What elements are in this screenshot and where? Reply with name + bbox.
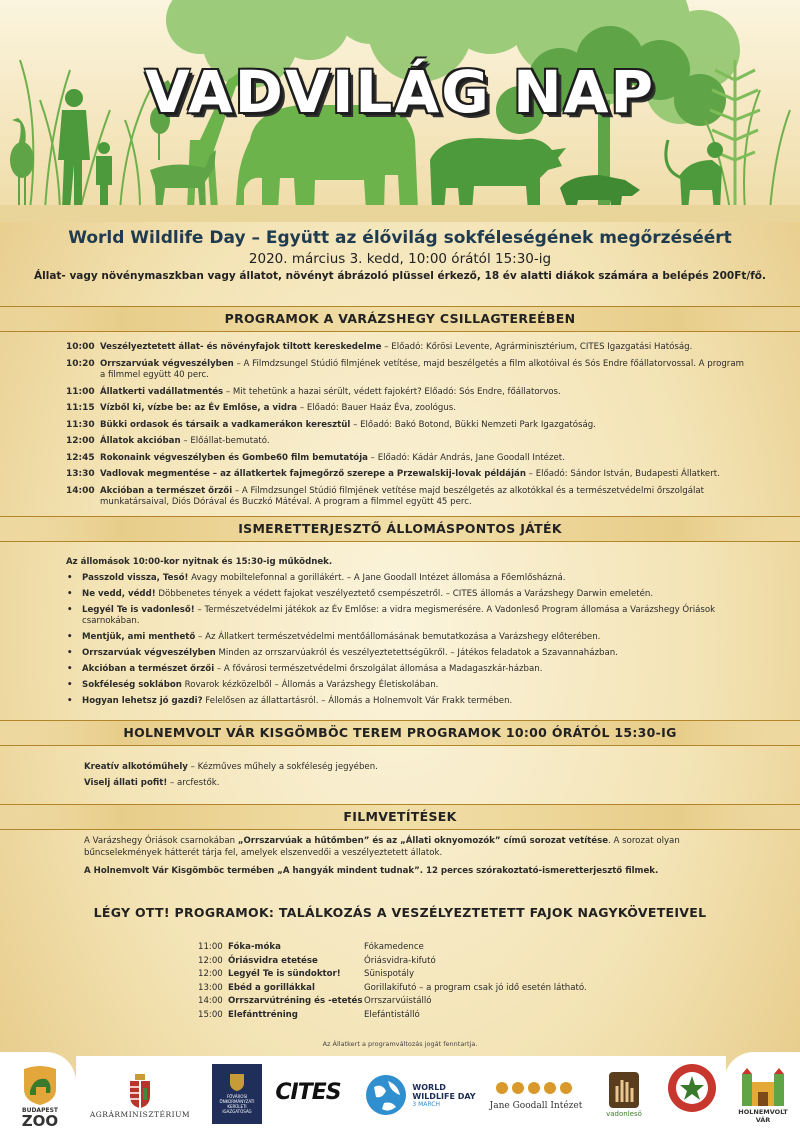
schedule-row [66, 403, 746, 415]
station-title: Ne vedd, védd! [82, 588, 156, 599]
ott-name: Ebéd a gorillákkal [228, 982, 315, 993]
film-title: A Holnemvolt Vár Kisgömböc termében „A hangyák mindent tudnak”. 12 perces szórakoztató-ismeretterjesztő filmek. [84, 866, 659, 876]
section-header-csillagter: PROGRAMOK A VARÁZSHEGY CSILLAGTEREÉBEN [0, 306, 800, 332]
schedule-title: Orrszarvúak végveszélyben [100, 358, 234, 369]
list-item [66, 664, 756, 676]
ott-name: Fóka-móka [228, 942, 281, 952]
station-title: Mentjük, ami menthető [82, 632, 196, 642]
schedule-time: 10:20 [66, 358, 95, 369]
station-title: Passzold vissza, Tesó! [82, 572, 189, 583]
station-detail: Rovarok kézközelből – Állomás a Varázshegy Életiskolában. [181, 680, 439, 690]
ott-name: Elefánttréning [228, 1009, 298, 1020]
station-list [66, 557, 756, 712]
csillagter-schedule [66, 342, 746, 514]
schedule-title: Állatkerti vadállatmentés [100, 386, 224, 397]
wwd-text [412, 1083, 475, 1108]
film-title: „Orrszarvúak a hűtőmben” és az „Állati oknyomozók” című sorozat vetítése [237, 836, 609, 846]
coat-of-arms-icon [129, 1074, 151, 1108]
schedule-detail: – Előadó: Kőrösi Levente, Agrárminisztérium, CITES Igazgatási Hatóság. [381, 342, 693, 352]
ott-time: 11:00 [198, 942, 223, 952]
section-header-holnemvolt: HOLNEMVOLT VÁR KISGÖMBÖC TEREM PROGRAMOK 10:00 ÓRÁTÓL 15:30-IG [0, 720, 800, 746]
cites-logo [275, 1070, 341, 1114]
list-item [66, 696, 756, 708]
agrarminiszterium-logo [90, 1060, 190, 1132]
badge-icon [667, 1063, 717, 1113]
station-title: Legyél Te is vadonleső! [82, 604, 195, 615]
animals-row-icon [494, 1079, 578, 1097]
table-row [198, 968, 658, 982]
wwd-line-3: 3 MARCH [412, 1100, 440, 1108]
list-item [66, 632, 756, 644]
ott-time: 15:00 [198, 1009, 223, 1020]
film-paragraph [84, 836, 704, 859]
schedule-time: 14:00 [66, 485, 95, 496]
schedule-title: Vadlovak megmentése – az állatkertek fajmegőrző szerepe a Przewalskij-lovak példáján [100, 469, 526, 479]
jane-goodall-logo [486, 1062, 586, 1128]
station-title: Sokféleség soklábon [82, 680, 182, 690]
station-title: Akcióban a természet őrzői [82, 664, 215, 674]
schedule-detail: – Előadó: Bakó Botond, Bükki Nemzeti Park Igazgatóság. [350, 419, 596, 430]
crest-icon [227, 1072, 247, 1092]
program-title: Kreatív alkotóműhely [84, 762, 188, 772]
film-text: . A sorozat olyan bűncselekmények hátterét tárja fel, amelyek elszenvedői a veszélyeztetett állatok. [84, 836, 680, 858]
vadonleso-label: vadonlesö [606, 1110, 642, 1118]
schedule-title: Rokonaink végveszélyben és Gombe60 film bemutatója [100, 452, 368, 463]
zoo-logo-top: BUDAPEST [22, 1106, 58, 1114]
table-row [198, 995, 658, 1009]
event-subtitle: World Wildlife Day – Együtt az élővilág sokféleségének megőrzéséért [68, 228, 732, 248]
sponsor-footer [0, 1052, 800, 1137]
ott-place: Fókamedence [364, 942, 424, 952]
ott-time: 12:00 [198, 955, 223, 966]
ott-place: Orrszarvúistálló [364, 996, 432, 1006]
section-header-jatek: ISMERETTERJESZTŐ ÁLLOMÁSPONTOS JÁTÉK [0, 516, 800, 542]
schedule-title: Akcióban a természet őrzői [100, 485, 233, 496]
station-detail: Felelősen az állattartásról. – Állomás a Holnemvolt Vár Frakk termében. [202, 696, 513, 706]
schedule-title: Bükki ordasok és társaik a vadkamerákon keresztül [100, 419, 351, 430]
ott-place: Gorillakifutó – a program csak jó idő esetén látható. [364, 982, 587, 993]
film-text: A Varázshegy Óriások csarnokában [84, 836, 238, 846]
station-detail: – Természetvédelmi játékok az Év Emlőse: a vidra megismerésére. A Vadonleső Program állomása a Varázshegy Óriások csarnokában. [82, 604, 716, 626]
budapest-zoo-logo [10, 1060, 70, 1132]
schedule-time: 13:30 [66, 469, 95, 479]
list-item [66, 605, 756, 628]
schedule-row [66, 359, 746, 382]
ott-time: 12:00 [198, 969, 223, 979]
page-title: VADVILÁG NAP [144, 58, 656, 126]
ott-time: 13:00 [198, 982, 223, 993]
schedule-title: Állatok akcióban [100, 436, 181, 446]
wwd-line-1: WORLD [412, 1082, 446, 1092]
ott-name: Legyél Te is sündoktor! [228, 969, 341, 979]
station-detail: Avagy mobiltelefonnal a gorillákért. – A Jane Goodall Intézet állomása a Főemlősházná. [188, 572, 566, 583]
holnemvolt-list [84, 762, 744, 793]
ott-time: 14:00 [198, 996, 223, 1006]
wwd-line-2: WILDLIFE DAY [412, 1091, 476, 1101]
program-title: Viselj állati pofit! [84, 777, 168, 788]
schedule-time: 10:00 [66, 342, 95, 352]
list-item [84, 762, 744, 774]
station-intro: Az állomások 10:00-kor nyitnak és 15:30-ig működnek. [66, 557, 333, 567]
ott-place: Sünispotály [364, 969, 415, 979]
header-illustration [0, 0, 800, 222]
section-header-legy-ott: LÉGY OTT! PROGRAMOK: TALÁLKOZÁS A VESZÉLYEZTETETT FAJOK NAGYKÖVETEIVEL [93, 905, 707, 920]
station-detail: Minden az orrszarvúakról és veszélyeztetettségükről. – Játékos feladatok a Szavannaházban. [215, 648, 618, 658]
schedule-time: 11:00 [66, 386, 95, 397]
schedule-title: Vízből ki, vízbe be: az Év Emlőse, a vidra [100, 403, 298, 413]
fovaros-label: FŐVÁROSI ÖNKORMÁNYZATI KERÜLETI IGAZGATÓSÁG [219, 1094, 255, 1114]
table-row [198, 1009, 658, 1023]
schedule-detail: – A Filmdzsungel Stúdió filmjének vetítése, majd beszélgetés a film alkotóival és Sós Endre főállatorvossal. A program a filmmel együtt 40 perc. [100, 358, 744, 380]
holnemvolt-var-logo [730, 1058, 796, 1134]
station-title: Orrszarvúak végveszélyben [82, 648, 216, 658]
schedule-detail: – Mit tehetünk a hazai sérült, védett fajokért? Előadó: Sós Endre, főállatorvos. [223, 386, 561, 397]
ranger-badge-logo [664, 1060, 720, 1116]
schedule-row [66, 420, 746, 432]
station-detail: – A fővárosi természetvédelmi őrszolgálat állomása a Madagaszkár-házban. [214, 664, 543, 674]
schedule-time: 12:45 [66, 452, 95, 463]
station-title: Hogyan lehetsz jó gazdi? [82, 696, 203, 706]
zoo-shield-icon [20, 1065, 60, 1105]
schedule-row [66, 469, 746, 481]
ott-name: Óriásvidra etetése [228, 955, 318, 966]
schedule-detail: – Előadó: Kádár András, Jane Goodall Intézet. [367, 452, 565, 463]
globe-icon [364, 1073, 408, 1117]
cites-label: CITES [275, 1079, 341, 1105]
schedule-row [66, 342, 746, 354]
schedule-detail: – Előállat-bemutató. [180, 436, 270, 446]
table-row [198, 982, 658, 996]
schedule-row [66, 436, 746, 448]
zoo-logo-bottom: ZOO [21, 1111, 59, 1130]
program-detail: – arcfestők. [167, 777, 220, 788]
schedule-time: 11:30 [66, 419, 95, 430]
disclaimer-note: Az Állatkert a programváltozás jogát fenntartja. [322, 1040, 478, 1048]
paw-icon [609, 1072, 639, 1108]
schedule-row [66, 387, 746, 399]
event-date: 2020. március 3. kedd, 10:00 órától 15:30-ig [248, 251, 552, 267]
schedule-title: Veszélyeztetett állat- és növényfajok tiltott kereskedelme [100, 342, 382, 352]
station-detail: – Az Állatkert természetvédelmi mentőállomásának bemutatkozása a Varázshegy előterében. [195, 632, 601, 642]
table-row [198, 955, 658, 969]
ott-place: Elefántistálló [364, 1009, 420, 1020]
program-detail: – Kézműves műhely a sokféleség jegyében. [187, 762, 378, 772]
holnemvolt-label: HOLNEMVOLT VÁR [738, 1108, 788, 1124]
table-row [198, 941, 658, 955]
legy-ott-schedule [198, 941, 658, 1022]
fovaros-logo [212, 1064, 262, 1124]
list-item [66, 680, 756, 692]
vadonleso-logo [594, 1060, 654, 1130]
station-detail: Döbbenetes tények a védett fajokat veszélyeztető csempészetről. – CITES állomás a Varázshegy Darwin emeletén. [155, 588, 654, 599]
schedule-row [66, 486, 746, 509]
film-list [84, 836, 704, 885]
schedule-detail: – Előadó: Sándor István, Budapesti Állatkert. [525, 469, 720, 479]
list-item [66, 573, 756, 585]
list-item [84, 778, 744, 790]
schedule-row [66, 453, 746, 465]
ott-name: Orrszarvútréning és -etetés [228, 996, 363, 1006]
film-paragraph [84, 866, 704, 878]
agrar-label: AGRÁRMINISZTÉRIUM [89, 1109, 191, 1119]
admission-info: Állat- vagy növénymaszkban vagy állatot, növényt ábrázoló plüssel érkező, 18 év alatti diákok számára a belépés 200Ft/fő. [34, 270, 766, 282]
schedule-detail: – Előadó: Bauer Haáz Éva, zoológus. [297, 403, 456, 413]
section-header-film: FILMVETÍTÉSEK [0, 804, 800, 830]
jane-label: Jane Goodall Intézet [489, 1101, 583, 1111]
schedule-detail: – A Filmdzsungel Stúdió filmjének vetítése majd beszélgetés az alkotókkal és a természetvédelmi őrszolgálat munkatársaival, Diós Dórával és Buczkó Mátéval. A program a filmmel együtt 45 perc. [100, 485, 705, 507]
world-wildlife-day-logo [360, 1062, 480, 1128]
list-item [66, 589, 756, 601]
schedule-time: 11:15 [66, 403, 95, 413]
schedule-time: 12:00 [66, 436, 95, 446]
castle-icon [738, 1068, 788, 1108]
list-item [66, 648, 756, 660]
ott-place: Óriásvidra-kifutó [364, 955, 436, 966]
